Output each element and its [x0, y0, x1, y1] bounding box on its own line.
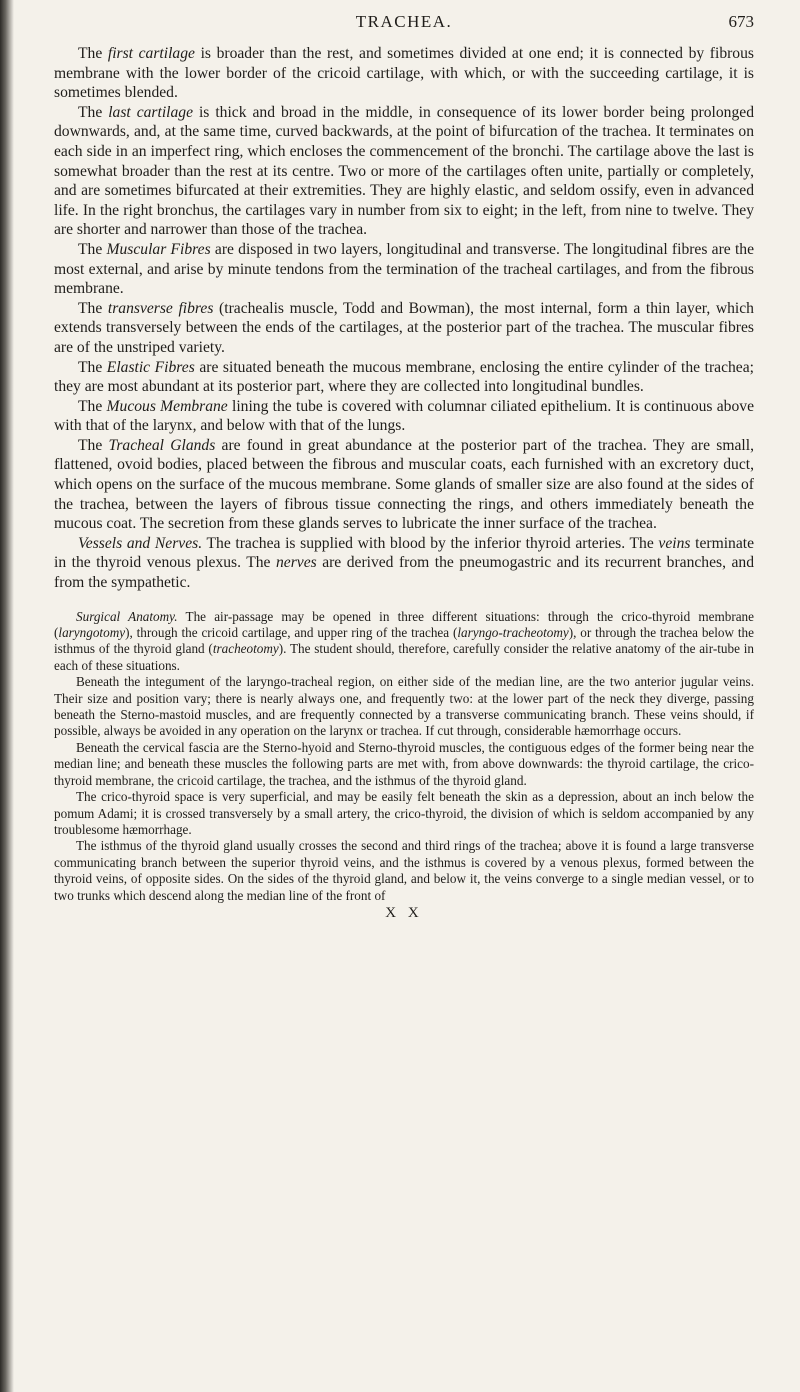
- paragraph-transverse-fibres: [54, 299, 754, 358]
- term: veins: [658, 534, 691, 552]
- paragraph-vessels-nerves: [54, 534, 754, 593]
- paragraph-text: are found in great abundance at the posterior part of the trachea. They are small, flattened, ovoid bodies, placed between the fibrous and muscular coats, each furnished with an excretory duct, which opens on the surface of the mucous membrane. Some glands of smaller size are also found at the sides of the trachea, between the layers of fibrous tissue connecting the rings, and others immediately beneath the mucous coat. The secretion from these glands serves to lubricate the inner surface of the trachea.: [54, 436, 754, 533]
- surgical-paragraph-fascia: Beneath the cervical fascia are the Sterno-hyoid and Sterno-thyroid muscles, the contiguous edges of the former being near the median line; and beneath these muscles the following parts are met with, from above downwards: the thyroid cartilage, the crico-thyroid membrane, the cricoid cartilage, the trachea, and the isthmus of the thyroid gland.: [54, 739, 754, 788]
- running-title: TRACHEA.: [355, 12, 453, 31]
- surgical-paragraph-crico-thyroid: The crico-thyroid space is very superficial, and may be easily felt beneath the skin as a depression, about an inch below the pomum Adami; it is crossed transversely by a small artery, the crico-thyroid, the division of which is seldom accompanied by any troublesome hæmorrhage.: [54, 789, 754, 837]
- paragraph-text: are derived from the pneumogastric and its recurrent branches, and from the sympathetic.: [54, 554, 754, 592]
- term: Mucous Membrane: [106, 397, 228, 415]
- paragraph-text: terminate in the thyroid venous plexus. The: [54, 534, 754, 572]
- surgical-anatomy-section: [54, 609, 754, 922]
- paragraph-text: is thick and broad in the middle, in consequence of its lower border being prolonged downwards, and, at the same time, curved backwards, at the point of bifurcation of the trachea. It terminates on each side in an imperfect ring, which encloses the commencement of the bronchi. The cartilage above the last is somewhat broader than the rest at its centre. Two or more of the cartilages often unite, partially or completely, and are sometimes bifurcated at their extremities. They are highly elastic, and seldom ossify, even in advanced life. In the right bronchus, the cartilages vary in number from six to eight; in the left, from nine to twelve. They are shorter and narrower than those of the trachea.: [54, 103, 754, 239]
- section-heading: Surgical Anatomy.: [76, 608, 178, 624]
- paragraph-text: are disposed in two layers, longitudinal and transverse. The longitudinal fibres are the most external, and arise by minute tendons from the termination of the tracheal cartilages, and from the fibrous membrane.: [54, 240, 754, 298]
- term: laryngotomy: [58, 625, 126, 641]
- section-heading: Vessels and Nerves.: [78, 534, 203, 552]
- paragraph-lead: The: [78, 436, 109, 454]
- surgical-paragraph-isthmus: The isthmus of the thyroid gland usually crosses the second and third rings of the trachea; above it is found a large transverse communicating branch between the superior thyroid veins, and the isthmus is covered by a venous plexus, formed between the thyroid veins, of opposite sides. On the sides of the thyroid gland, and below it, the veins converge to a single median vessel, or to two trunks which descend along the median line of the front of: [54, 838, 754, 903]
- paragraph-text: is broader than the rest, and sometimes divided at one end; it is connected by fibrous membrane with the lower border of the cricoid cartilage, with which, or with the succeeding cartilage, it is sometimes blended.: [54, 45, 754, 102]
- paragraph-first-cartilage: [54, 44, 754, 103]
- term: tracheotomy: [212, 641, 279, 657]
- running-head: [54, 8, 754, 38]
- term: last cartilage: [108, 103, 194, 121]
- term: Muscular Fibres: [106, 240, 211, 258]
- term: laryngo-tracheotomy: [457, 625, 569, 641]
- term: Elastic Fibres: [106, 358, 195, 376]
- paragraph-last-cartilage: [54, 103, 754, 240]
- paragraph-lead: The: [78, 397, 107, 415]
- paragraph-tracheal-glands: [54, 436, 754, 534]
- paragraph-text: ). The student should, therefore, carefully consider the relative anatomy of the air-tube in each of these situations.: [54, 641, 754, 673]
- term: first cartilage: [107, 45, 195, 62]
- term: transverse fibres: [107, 299, 214, 317]
- surgical-paragraph-intro: [54, 609, 754, 675]
- paragraph-lead: The: [78, 240, 107, 258]
- surgical-paragraph-veins: Beneath the integument of the laryngo-tracheal region, on either side of the median line, are the two anterior jugular veins. Their size and position vary; there is nearly always one, and frequently two: at the lower part of the neck they diverge, passing beneath the Sterno-mastoid muscles, and are frequently connected by a transverse communicating branch. These veins should, if possible, always be avoided in any operation on the larynx or trachea. If cut through, considerable hæmorrhage occurs.: [54, 674, 754, 739]
- paragraph-text: (trachealis muscle, Todd and Bowman), the most internal, form a thin layer, which extends transversely between the ends of the cartilages, at the posterior part of the trachea. The muscular fibres are of the unstriped variety.: [54, 299, 754, 356]
- paragraph-lead: The: [78, 358, 107, 376]
- paragraph-text: The trachea is supplied with blood by the inferior thyroid arteries. The: [202, 534, 659, 552]
- paragraph-lead: The: [78, 45, 108, 62]
- paragraph-muscular-fibres: [54, 240, 754, 299]
- paragraph-elastic-fibres: [54, 358, 754, 397]
- paragraph-text: ), or through the trachea below the isthmus of the thyroid gland (: [54, 625, 755, 657]
- term: nerves: [275, 554, 317, 572]
- page-number: 673: [728, 12, 754, 31]
- main-text: [54, 44, 754, 593]
- paragraph-text: lining the tube is covered with columnar ciliated epithelium. It is continuous above with that of the larynx, and below with that of the lungs.: [54, 397, 754, 435]
- term: Tracheal Glands: [108, 436, 216, 454]
- paragraph-text: are situated beneath the mucous membrane, enclosing the entire cylinder of the trachea; they are most abundant at its posterior part, where they are collected into longitudinal bundles.: [54, 358, 754, 396]
- paragraph-mucous-membrane: [54, 397, 754, 436]
- paragraph-lead: The: [78, 103, 109, 121]
- paragraph-lead: The: [78, 299, 108, 317]
- signature-mark: X X: [385, 904, 423, 921]
- paragraph-text: The air-passage may be opened in three different situations: through the crico-thyroid membrane (: [54, 608, 755, 641]
- paragraph-text: ), through the cricoid cartilage, and upper ring of the trachea (: [125, 625, 458, 641]
